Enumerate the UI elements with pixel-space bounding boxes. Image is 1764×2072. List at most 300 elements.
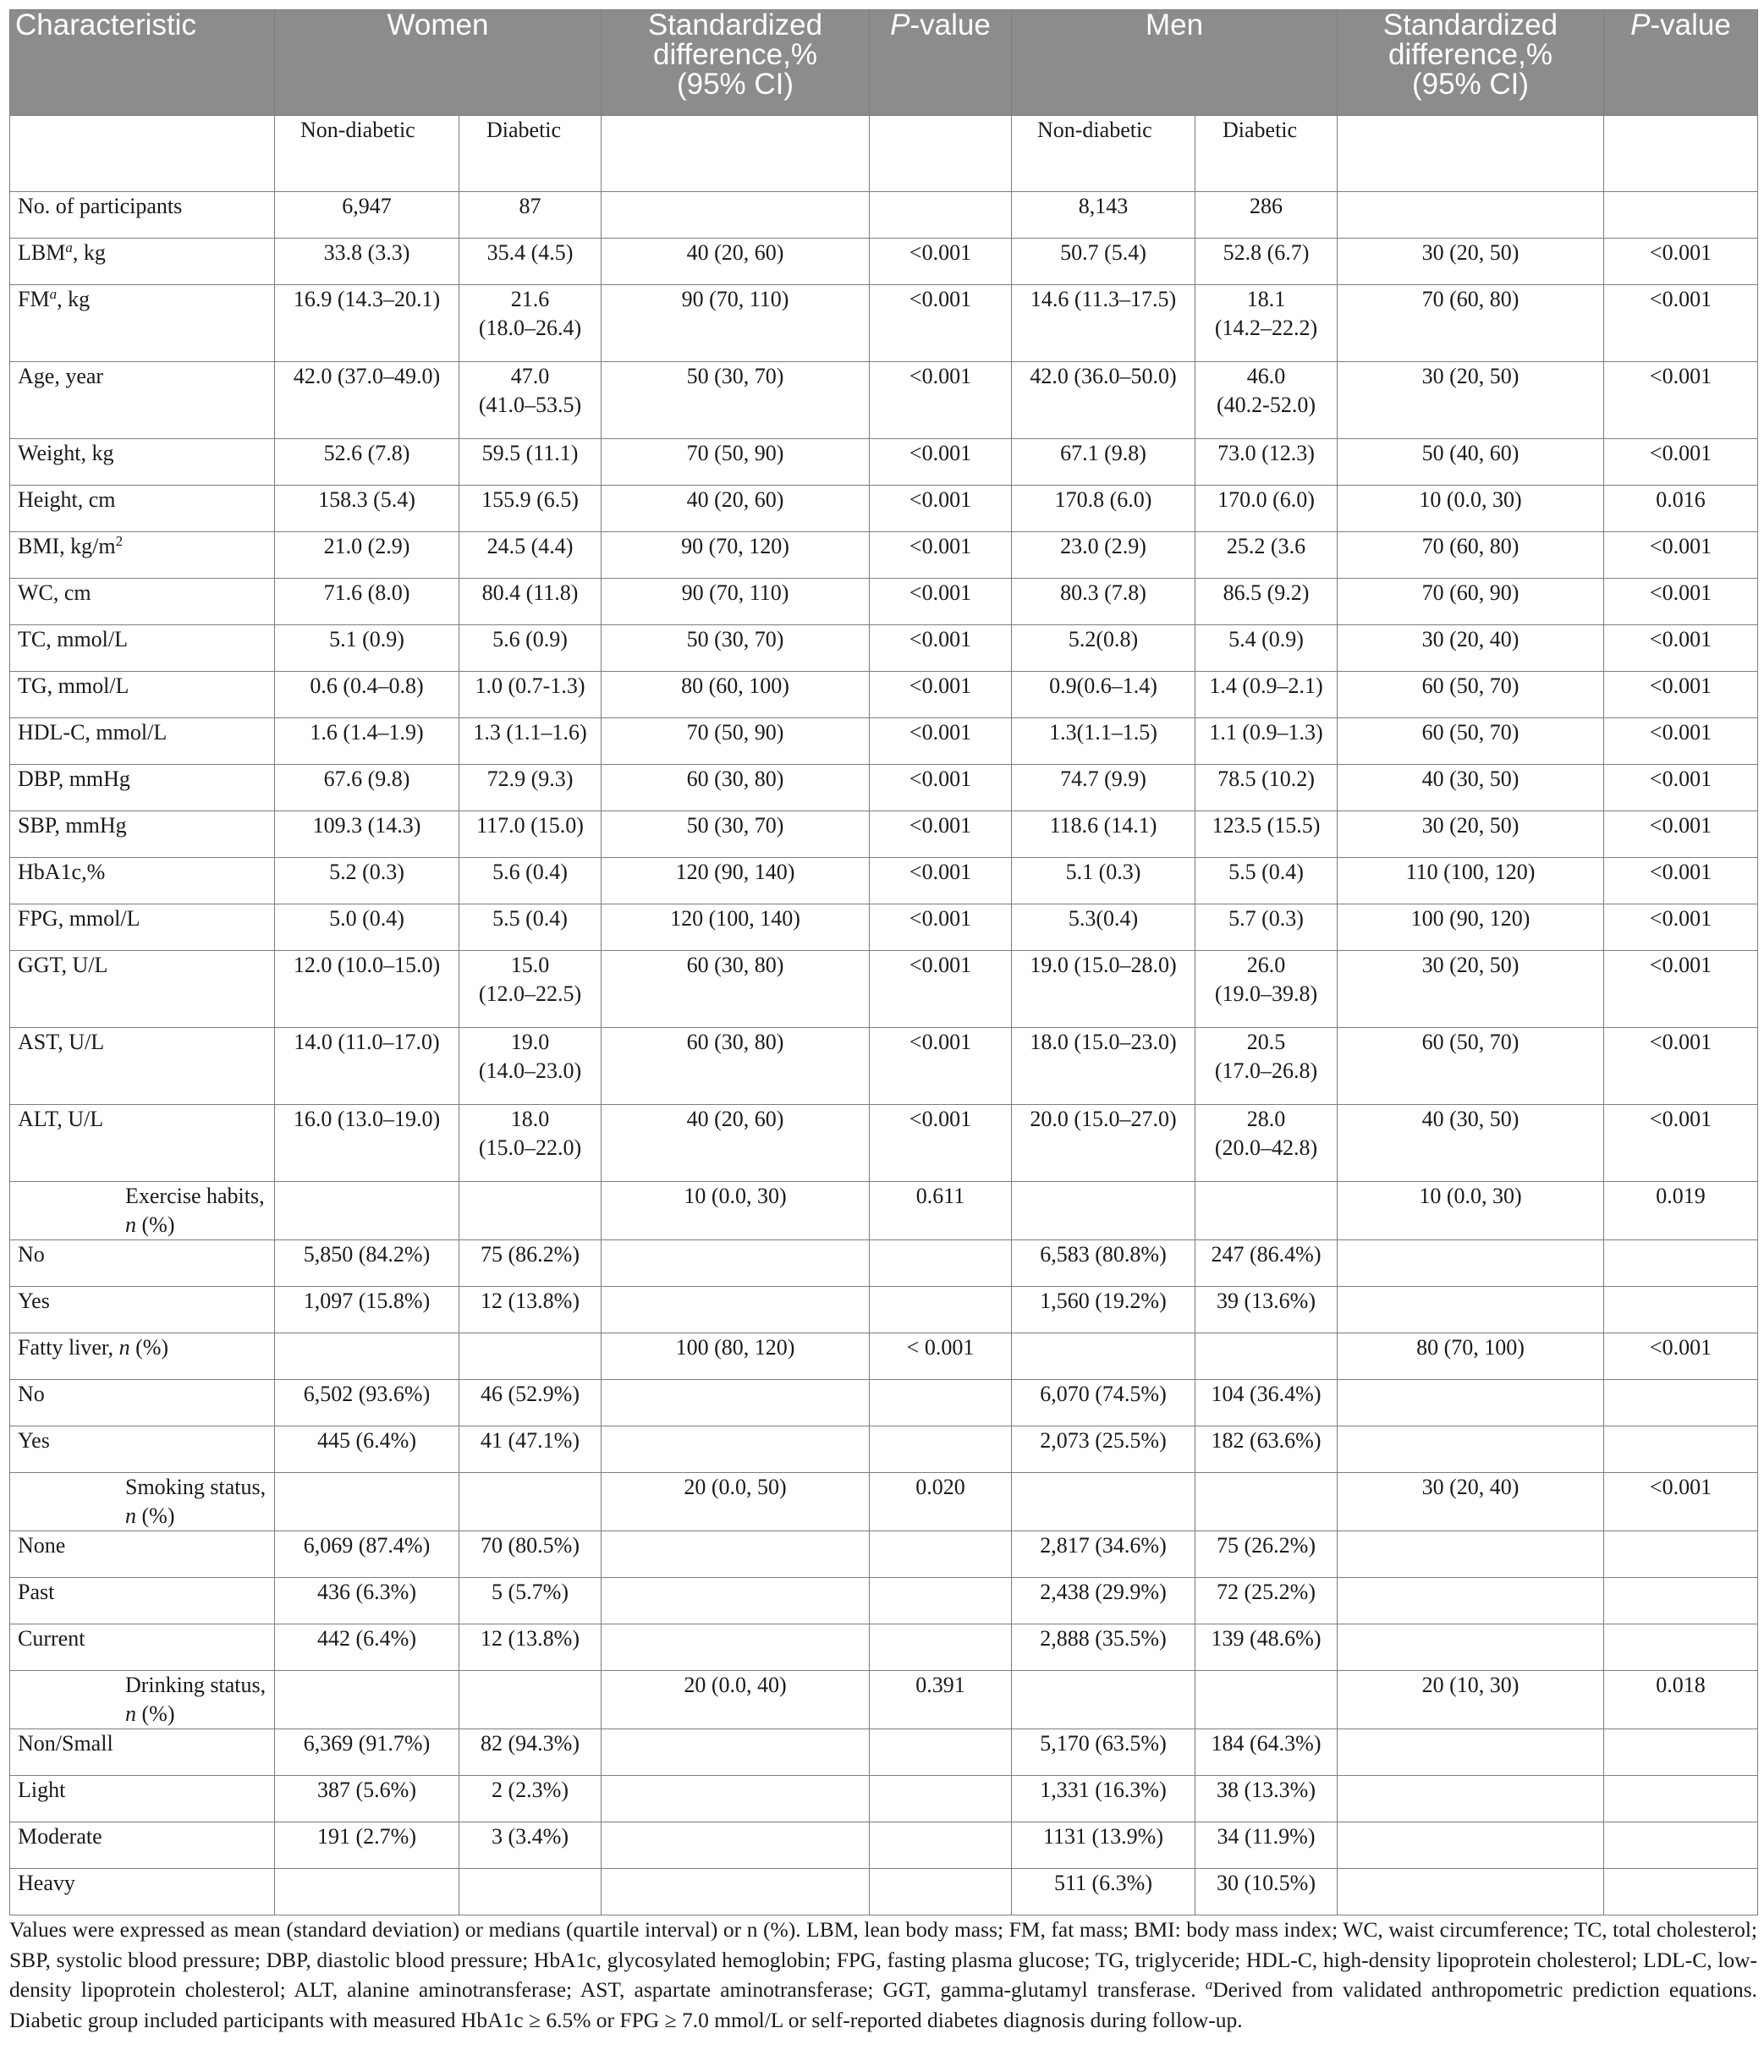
men-diabetic-cell <box>1195 532 1338 579</box>
cell-line: 47.0 <box>510 364 550 388</box>
women-diabetic-cell <box>459 718 602 765</box>
women-std-diff-cell: 40 (20, 60) <box>602 1105 870 1182</box>
women-p-value-cell: 0.020 <box>870 1473 1012 1531</box>
men-non-diabetic-cell: 1,331 (16.3%) <box>1012 1776 1195 1822</box>
women-non-diabetic-cell: 5.1 (0.9) <box>275 625 459 672</box>
women-p-value-cell: <0.001 <box>870 579 1012 625</box>
women-diabetic-cell <box>459 672 602 718</box>
men-p-value-cell: 0.019 <box>1604 1182 1758 1240</box>
women-p-value-cell: 0.391 <box>870 1671 1012 1729</box>
p-rest: -value <box>909 9 991 41</box>
group-label-n: n <box>118 1335 130 1360</box>
cell-line: 73.0 (12.3) <box>1217 441 1315 465</box>
row-label <box>10 1028 275 1105</box>
men-non-diabetic-cell: 2,438 (29.9%) <box>1012 1578 1195 1624</box>
empty-cell <box>1604 1776 1758 1822</box>
men-p-value-cell: <0.001 <box>1604 439 1758 486</box>
men-std-diff-cell: 80 (70, 100) <box>1338 1333 1604 1380</box>
group-label <box>10 1333 275 1380</box>
men-std-diff-cell: 60 (50, 70) <box>1338 718 1604 765</box>
women-diabetic-cell: 2 (2.3%) <box>459 1776 602 1822</box>
men-p-value-cell: <0.001 <box>1604 239 1758 285</box>
women-non-diabetic-cell <box>275 1869 459 1915</box>
men-diabetic-cell <box>1195 362 1338 439</box>
men-p-value-cell: <0.001 <box>1604 1105 1758 1182</box>
footnote-sup: a <box>1205 1976 1213 1992</box>
table-container <box>9 9 1757 1915</box>
women-diabetic-cell: 12 (13.8%) <box>459 1287 602 1333</box>
table-row <box>10 579 1758 625</box>
group-label-n: n <box>125 1212 136 1237</box>
men-diabetic-cell <box>1195 192 1338 239</box>
women-p-value-cell: <0.001 <box>870 1028 1012 1105</box>
group-item-label: Non/Small <box>10 1729 275 1776</box>
header-p-value-men <box>1604 10 1758 116</box>
men-diabetic-cell <box>1195 1105 1338 1182</box>
table-row <box>10 239 1758 285</box>
men-non-diabetic-cell: 5.3(0.4) <box>1012 904 1195 951</box>
women-p-value-cell: <0.001 <box>870 486 1012 532</box>
row-label-sup: a <box>49 286 58 302</box>
men-diabetic-cell: 75 (26.2%) <box>1195 1531 1338 1578</box>
men-diabetic-cell: 30 (10.5%) <box>1195 1869 1338 1915</box>
row-label-text: LBM <box>18 240 66 265</box>
cell-line-2: (12.0–22.5) <box>478 981 582 1006</box>
women-non-diabetic-cell: 52.6 (7.8) <box>275 439 459 486</box>
table-footnote <box>9 1915 1757 2035</box>
cell-line: 25.2 (3.6 <box>1226 534 1306 558</box>
cell-line: 52.8 (6.7) <box>1223 240 1310 265</box>
women-std-diff-cell <box>602 192 870 239</box>
table-row <box>10 486 1758 532</box>
cell-line: 26.0 <box>1246 953 1286 977</box>
empty-cell <box>275 1182 459 1240</box>
women-non-diabetic-cell: 33.8 (3.3) <box>275 239 459 285</box>
men-std-diff-cell: 10 (0.0, 30) <box>1338 1182 1604 1240</box>
women-std-diff-cell: 50 (30, 70) <box>602 362 870 439</box>
row-label-unit: , kg <box>72 240 106 265</box>
women-std-diff-cell: 90 (70, 110) <box>602 285 870 362</box>
men-non-diabetic-cell: 19.0 (15.0–28.0) <box>1012 951 1195 1028</box>
cell-line: 5.7 (0.3) <box>1228 906 1304 931</box>
men-std-diff-cell: 30 (20, 50) <box>1338 362 1604 439</box>
women-diabetic-cell <box>459 625 602 672</box>
empty-cell <box>870 1240 1012 1287</box>
empty-cell <box>1195 1333 1338 1380</box>
group-header-row <box>10 1182 1758 1240</box>
men-p-value-cell: <0.001 <box>1604 811 1758 858</box>
women-p-value-cell: <0.001 <box>870 239 1012 285</box>
men-diabetic-cell: 184 (64.3%) <box>1195 1729 1338 1776</box>
table-row <box>10 192 1758 239</box>
empty-cell <box>602 1822 870 1869</box>
men-diabetic-cell: 34 (11.9%) <box>1195 1822 1338 1869</box>
group-header-row <box>10 1333 1758 1380</box>
row-label <box>10 718 275 765</box>
empty-cell <box>1338 1578 1604 1624</box>
empty-cell <box>1604 1240 1758 1287</box>
empty-cell <box>1338 1624 1604 1671</box>
women-diabetic-cell <box>459 765 602 811</box>
row-label-text: Weight, kg <box>18 441 114 465</box>
women-p-value-cell: <0.001 <box>870 1105 1012 1182</box>
empty-cell <box>1012 1182 1195 1240</box>
group-item-row <box>10 1624 1758 1671</box>
women-p-value-cell: <0.001 <box>870 672 1012 718</box>
header-p-value-women <box>870 10 1012 116</box>
table-row <box>10 951 1758 1028</box>
table-row <box>10 858 1758 904</box>
empty-cell <box>602 1624 870 1671</box>
row-label <box>10 239 275 285</box>
group-label <box>10 1671 275 1729</box>
header-std-diff-men <box>1338 10 1604 116</box>
empty-cell <box>459 1473 602 1531</box>
cell-line-2: (40.2-52.0) <box>1217 393 1316 417</box>
men-non-diabetic-cell: 6,583 (80.8%) <box>1012 1240 1195 1287</box>
women-p-value-cell: <0.001 <box>870 362 1012 439</box>
subheader-men-non-diabetic: Non-diabetic <box>1012 116 1195 192</box>
men-p-value-cell: <0.001 <box>1604 672 1758 718</box>
women-diabetic-cell: 82 (94.3%) <box>459 1729 602 1776</box>
group-item-row <box>10 1287 1758 1333</box>
std-diff-line1: Standardized <box>647 9 823 41</box>
women-non-diabetic-cell: 5.0 (0.4) <box>275 904 459 951</box>
women-non-diabetic-cell: 436 (6.3%) <box>275 1578 459 1624</box>
cell-line: 18.0 <box>510 1107 550 1131</box>
empty-cell <box>1604 1380 1758 1426</box>
empty-cell <box>459 1182 602 1240</box>
women-diabetic-cell <box>459 811 602 858</box>
women-non-diabetic-cell: 0.6 (0.4–0.8) <box>275 672 459 718</box>
men-p-value-cell: <0.001 <box>1604 1028 1758 1105</box>
row-label-sup: a <box>65 239 73 256</box>
women-non-diabetic-cell: 6,369 (91.7%) <box>275 1729 459 1776</box>
row-label-text: TG, mmol/L <box>18 673 129 698</box>
men-std-diff-cell: 30 (20, 50) <box>1338 951 1604 1028</box>
women-p-value-cell: <0.001 <box>870 625 1012 672</box>
men-p-value-cell: <0.001 <box>1604 1333 1758 1380</box>
women-p-value-cell: <0.001 <box>870 718 1012 765</box>
group-item-label: Yes <box>10 1426 275 1473</box>
women-std-diff-cell: 120 (90, 140) <box>602 858 870 904</box>
subheader-blank <box>1338 116 1604 192</box>
cell-line: 5.6 (0.9) <box>492 627 568 651</box>
empty-cell <box>602 1287 870 1333</box>
table-row <box>10 1105 1758 1182</box>
men-non-diabetic-cell: 50.7 (5.4) <box>1012 239 1195 285</box>
cell-line: 46.0 <box>1246 364 1286 388</box>
cell-line: 5.5 (0.4) <box>492 906 568 931</box>
group-label-text: Fatty liver, <box>18 1335 119 1360</box>
women-non-diabetic-cell: 42.0 (37.0–49.0) <box>275 362 459 439</box>
group-item-label: Moderate <box>10 1822 275 1869</box>
cell-line: 86.5 (9.2) <box>1223 580 1310 605</box>
women-non-diabetic-cell: 16.0 (13.0–19.0) <box>275 1105 459 1182</box>
std-diff-line2: difference,% <box>653 38 817 71</box>
row-label-text: TC, mmol/L <box>18 627 128 651</box>
women-std-diff-cell: 10 (0.0, 30) <box>602 1182 870 1240</box>
group-item-label: None <box>10 1531 275 1578</box>
men-diabetic-cell <box>1195 285 1338 362</box>
men-p-value-cell: <0.001 <box>1604 858 1758 904</box>
men-p-value-cell: <0.001 <box>1604 625 1758 672</box>
women-diabetic-cell: 70 (80.5%) <box>459 1531 602 1578</box>
cell-line-2: (14.0–23.0) <box>478 1058 582 1083</box>
men-diabetic-cell <box>1195 625 1338 672</box>
women-non-diabetic-cell: 6,069 (87.4%) <box>275 1531 459 1578</box>
women-std-diff-cell: 20 (0.0, 50) <box>602 1473 870 1531</box>
men-p-value-cell: <0.001 <box>1604 904 1758 951</box>
group-label-pct: (%) <box>136 1701 175 1726</box>
men-non-diabetic-cell: 80.3 (7.8) <box>1012 579 1195 625</box>
row-label-text: DBP, mmHg <box>18 767 130 791</box>
row-label <box>10 904 275 951</box>
men-std-diff-cell: 70 (60, 80) <box>1338 532 1604 579</box>
cell-line: 1.0 (0.7-1.3) <box>475 673 585 698</box>
women-std-diff-cell: 70 (50, 90) <box>602 439 870 486</box>
cell-line: 59.5 (11.1) <box>481 441 579 465</box>
men-diabetic-cell <box>1195 951 1338 1028</box>
table-row <box>10 625 1758 672</box>
women-diabetic-cell: 41 (47.1%) <box>459 1426 602 1473</box>
men-non-diabetic-cell: 1131 (13.9%) <box>1012 1822 1195 1869</box>
men-std-diff-cell: 30 (20, 40) <box>1338 1473 1604 1531</box>
row-label <box>10 285 275 362</box>
women-std-diff-cell: 50 (30, 70) <box>602 811 870 858</box>
table-row <box>10 1028 1758 1105</box>
header-std-diff-women <box>602 10 870 116</box>
group-item-label: Light <box>10 1776 275 1822</box>
cell-line-2: (19.0–39.8) <box>1214 981 1318 1006</box>
men-std-diff-cell <box>1338 192 1604 239</box>
table-row <box>10 439 1758 486</box>
group-label-n: n <box>125 1701 136 1726</box>
women-non-diabetic-cell: 445 (6.4%) <box>275 1426 459 1473</box>
empty-cell <box>1604 1578 1758 1624</box>
header-characteristic: Characteristic <box>10 10 275 116</box>
women-std-diff-cell: 70 (50, 90) <box>602 718 870 765</box>
men-p-value-cell: <0.001 <box>1604 951 1758 1028</box>
women-std-diff-cell: 90 (70, 120) <box>602 532 870 579</box>
empty-cell <box>602 1729 870 1776</box>
empty-cell <box>1604 1729 1758 1776</box>
women-diabetic-cell <box>459 858 602 904</box>
empty-cell <box>870 1776 1012 1822</box>
men-non-diabetic-cell: 20.0 (15.0–27.0) <box>1012 1105 1195 1182</box>
cell-line-2: (15.0–22.0) <box>478 1135 582 1160</box>
group-item-label: Heavy <box>10 1869 275 1915</box>
men-std-diff-cell: 60 (50, 70) <box>1338 672 1604 718</box>
cell-line: 28.0 <box>1246 1107 1286 1131</box>
women-p-value-cell: < 0.001 <box>870 1333 1012 1380</box>
women-non-diabetic-cell: 1.6 (1.4–1.9) <box>275 718 459 765</box>
men-diabetic-cell <box>1195 579 1338 625</box>
group-label-text: Exercise habits, <box>125 1184 265 1208</box>
empty-cell <box>870 1287 1012 1333</box>
men-std-diff-cell: 70 (60, 90) <box>1338 579 1604 625</box>
row-label-text: Height, cm <box>18 487 116 512</box>
men-p-value-cell: 0.018 <box>1604 1671 1758 1729</box>
empty-cell <box>1338 1729 1604 1776</box>
empty-cell <box>1012 1333 1195 1380</box>
men-diabetic-cell: 38 (13.3%) <box>1195 1776 1338 1822</box>
men-std-diff-cell: 10 (0.0, 30) <box>1338 486 1604 532</box>
cell-line: 1.3 (1.1–1.6) <box>473 720 587 745</box>
men-p-value-cell: <0.001 <box>1604 718 1758 765</box>
women-diabetic-cell: 3 (3.4%) <box>459 1822 602 1869</box>
men-non-diabetic-cell: 14.6 (11.3–17.5) <box>1012 285 1195 362</box>
empty-cell <box>870 1729 1012 1776</box>
women-std-diff-cell: 60 (30, 80) <box>602 765 870 811</box>
men-diabetic-cell: 247 (86.4%) <box>1195 1240 1338 1287</box>
men-non-diabetic-cell: 5.1 (0.3) <box>1012 858 1195 904</box>
women-diabetic-cell <box>459 532 602 579</box>
empty-cell <box>1604 1426 1758 1473</box>
women-std-diff-cell: 40 (20, 60) <box>602 239 870 285</box>
cell-line: 5.4 (0.9) <box>1228 627 1304 651</box>
cell-line-2: (18.0–26.4) <box>478 316 582 340</box>
table-row <box>10 362 1758 439</box>
cell-line: 155.9 (6.5) <box>481 487 579 512</box>
empty-cell <box>602 1776 870 1822</box>
women-diabetic-cell: 75 (86.2%) <box>459 1240 602 1287</box>
women-diabetic-cell: 12 (13.8%) <box>459 1624 602 1671</box>
empty-cell <box>870 1531 1012 1578</box>
women-non-diabetic-cell: 5.2 (0.3) <box>275 858 459 904</box>
women-diabetic-cell <box>459 579 602 625</box>
women-p-value-cell: <0.001 <box>870 285 1012 362</box>
row-label <box>10 532 275 579</box>
empty-cell <box>1338 1287 1604 1333</box>
cell-line-2: (20.0–42.8) <box>1214 1135 1318 1160</box>
empty-cell <box>870 1578 1012 1624</box>
men-p-value-cell: 0.016 <box>1604 486 1758 532</box>
group-label-n: n <box>125 1503 136 1528</box>
subheader-men-diabetic: Diabetic <box>1195 116 1338 192</box>
men-diabetic-cell <box>1195 1028 1338 1105</box>
empty-cell <box>1604 1822 1758 1869</box>
men-non-diabetic-cell: 8,143 <box>1012 192 1195 239</box>
women-p-value-cell: <0.001 <box>870 439 1012 486</box>
women-non-diabetic-cell: 71.6 (8.0) <box>275 579 459 625</box>
cell-line: 24.5 (4.4) <box>486 534 574 558</box>
women-non-diabetic-cell: 158.3 (5.4) <box>275 486 459 532</box>
group-header-row <box>10 1473 1758 1531</box>
cell-line: 35.4 (4.5) <box>486 240 574 265</box>
women-std-diff-cell: 40 (20, 60) <box>602 486 870 532</box>
women-std-diff-cell: 100 (80, 120) <box>602 1333 870 1380</box>
group-item-row <box>10 1578 1758 1624</box>
men-std-diff-cell: 100 (90, 120) <box>1338 904 1604 951</box>
group-label-text: Drinking status, <box>125 1673 267 1697</box>
row-label-text: HDL-C, mmol/L <box>18 720 168 745</box>
group-item-row <box>10 1729 1758 1776</box>
group-item-label: Yes <box>10 1287 275 1333</box>
empty-cell <box>1338 1531 1604 1578</box>
table-row <box>10 811 1758 858</box>
std-diff-line3: (95% CI) <box>676 68 794 101</box>
empty-cell <box>1604 1624 1758 1671</box>
cell-line: 80.4 (11.8) <box>481 580 579 605</box>
men-non-diabetic-cell: 1.3(1.1–1.5) <box>1012 718 1195 765</box>
row-label-text: FPG, mmol/L <box>18 906 140 931</box>
men-p-value-cell: <0.001 <box>1604 579 1758 625</box>
men-p-value-cell: <0.001 <box>1604 285 1758 362</box>
cell-line: 15.0 <box>510 953 550 977</box>
table-row <box>10 285 1758 362</box>
men-non-diabetic-cell: 2,817 (34.6%) <box>1012 1531 1195 1578</box>
group-item-label: No <box>10 1240 275 1287</box>
men-p-value-cell <box>1604 192 1758 239</box>
empty-cell <box>602 1240 870 1287</box>
men-non-diabetic-cell: 170.8 (6.0) <box>1012 486 1195 532</box>
row-label-text: FM <box>18 287 50 311</box>
women-diabetic-cell <box>459 486 602 532</box>
empty-cell <box>870 1426 1012 1473</box>
cell-line: 21.6 <box>510 287 550 311</box>
footnote-text-2: Derived from validated anthropometric prediction equations. Diabetic group included participants with measured HbA1c ≥ 6.5% or FPG ≥ 7.0 mmol/L or self-reported diabetes diagnosis during follow-up. <box>9 1977 1758 2032</box>
women-std-diff-cell: 50 (30, 70) <box>602 625 870 672</box>
header-row <box>10 10 1758 116</box>
cell-line-2: (14.2–22.2) <box>1214 316 1318 340</box>
cell-line: 170.0 (6.0) <box>1217 487 1315 512</box>
empty-cell <box>1195 1671 1338 1729</box>
row-label <box>10 486 275 532</box>
header-men: Men <box>1012 10 1338 116</box>
women-p-value-cell: <0.001 <box>870 532 1012 579</box>
std-diff-line3: (95% CI) <box>1411 68 1530 101</box>
empty-cell <box>459 1671 602 1729</box>
row-label-text: ALT, U/L <box>18 1107 104 1131</box>
women-non-diabetic-cell: 6,502 (93.6%) <box>275 1380 459 1426</box>
women-std-diff-cell: 80 (60, 100) <box>602 672 870 718</box>
men-non-diabetic-cell: 23.0 (2.9) <box>1012 532 1195 579</box>
empty-cell <box>1338 1380 1604 1426</box>
men-diabetic-cell: 139 (48.6%) <box>1195 1624 1338 1671</box>
row-label <box>10 579 275 625</box>
men-diabetic-cell: 104 (36.4%) <box>1195 1380 1338 1426</box>
women-diabetic-cell: 46 (52.9%) <box>459 1380 602 1426</box>
men-non-diabetic-cell: 2,888 (35.5%) <box>1012 1624 1195 1671</box>
cell-line: 78.5 (10.2) <box>1217 767 1315 791</box>
row-label <box>10 765 275 811</box>
row-label-text: SBP, mmHg <box>18 813 127 838</box>
men-std-diff-cell: 20 (10, 30) <box>1338 1671 1604 1729</box>
table-row <box>10 904 1758 951</box>
women-diabetic-cell: 5 (5.7%) <box>459 1578 602 1624</box>
empty-cell <box>1338 1426 1604 1473</box>
women-diabetic-cell <box>459 439 602 486</box>
men-std-diff-cell: 60 (50, 70) <box>1338 1028 1604 1105</box>
empty-cell <box>1195 1473 1338 1531</box>
subheader-blank <box>602 116 870 192</box>
men-non-diabetic-cell: 5,170 (63.5%) <box>1012 1729 1195 1776</box>
women-non-diabetic-cell: 109.3 (14.3) <box>275 811 459 858</box>
empty-cell <box>870 1869 1012 1915</box>
subheader-blank <box>10 116 275 192</box>
men-non-diabetic-cell: 2,073 (25.5%) <box>1012 1426 1195 1473</box>
subheader-women-diabetic: Diabetic <box>459 116 602 192</box>
p-rest: -value <box>1650 9 1731 41</box>
women-diabetic-cell <box>459 904 602 951</box>
men-non-diabetic-cell: 67.1 (9.8) <box>1012 439 1195 486</box>
group-item-row <box>10 1426 1758 1473</box>
women-p-value-cell: <0.001 <box>870 858 1012 904</box>
cell-line: 1.1 (0.9–1.3) <box>1209 720 1323 745</box>
row-label <box>10 951 275 1028</box>
women-diabetic-cell <box>459 285 602 362</box>
